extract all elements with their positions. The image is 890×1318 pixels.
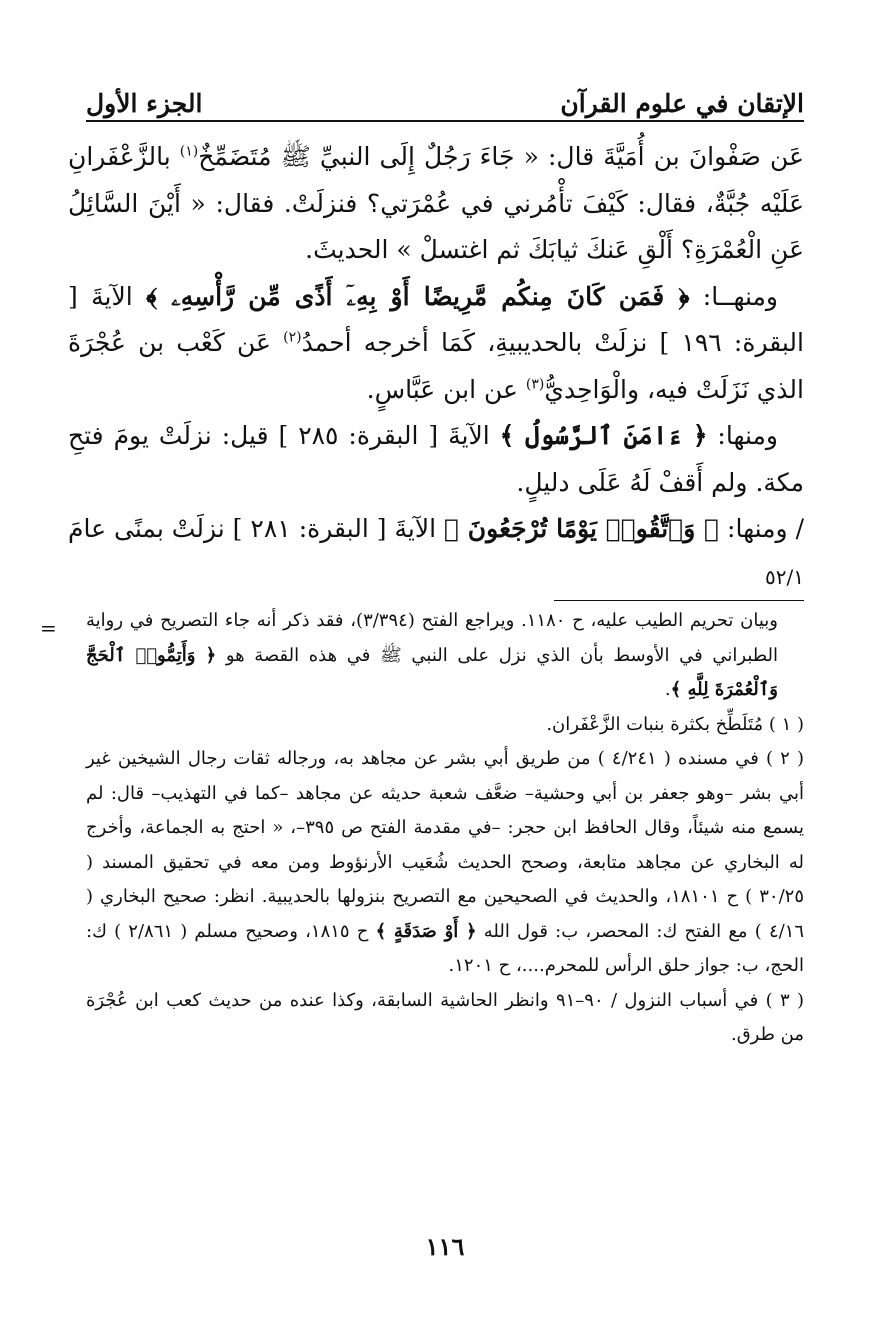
footnote-3: ( ٣ ) في أسباب النزول / ٩٠–٩١ وانظر الحاشية السابقة، وكذا عنده من حديث كعب ابن عُجْرَة من طرق. xyxy=(86,989,805,1045)
paragraph-baqarah-285: ومنها: ﴿ ءَامَنَ ٱلرَّسُولُ ﴾ الآيةَ [ البقرة: ٢٨٥ ] قيل: نزلَتْ يومَ فتحِ مكة. ولم أَقفْ لَهُ عَلَى دليلٍ. xyxy=(68,421,804,497)
footnote-number: ( ٢ ) xyxy=(765,748,805,769)
footnote-ref-1: (١) xyxy=(179,143,199,160)
quran-verse: ﴿ أَوْ صَدَقَةٍ ﴾ xyxy=(375,920,477,942)
continuation-mark: = xyxy=(40,616,57,640)
book-title: الإتقان في علوم القرآن xyxy=(560,89,804,118)
footnote-ref-2: (٢) xyxy=(283,329,302,346)
quran-verse: ﴿ ءَامَنَ ٱلرَّسُولُ ﴾ xyxy=(499,421,708,450)
quran-verse: ﴿ وَٱتَّقُوا۟ يَوْمًا تُرْجَعُونَ ﴾ xyxy=(444,514,720,543)
footnotes xyxy=(86,604,804,1053)
margin-page-reference: ٥٢/١ xyxy=(765,564,804,589)
footnote-ref-3: (٣) xyxy=(525,376,545,393)
volume-label: الجزء الأول xyxy=(86,89,203,118)
quran-verse: ﴿ وَأَتِمُّوا۟ ٱلْحَجَّ وَٱلْعُمْرَةَ لِلَّهِ ﴾ xyxy=(86,644,778,700)
footnote-2: ( ٢ ) في مسنده ( ٤/٢٤١ ) من طريق أبي بشر عن مجاهد به، ورجاله ثقات رجال الشيخين غير أبي بشر –وهو جعفر بن أبي وحشية– ضعَّف شعبة حديثه عن مجاهد –كما في التهذيب– قال: لم يسمع منه شيئاً، وقال الحافظ ابن حجر: –في مقدمة الفتح ص ٣٩٥–، « احتج به الجماعة، وأخرج له البخاري عن مجاهد متابعة، وصحح الحديث شُعَيب الأرنؤوط ومن معه في تحقيق المسند ( ٣٠/٢٥ ) ح ١٨١٠١، والحديث في الصحيحين مع التصريح بنزولها بالحديبية. انظر: صحيح البخاري ( ٤/١٦ ) مع الفتح ك: المحصر، ب: قول الله ﴿ أَوْ صَدَقَةٍ ﴾ ح ١٨١٥، وصحيح مسلم ( ٢/٨٦١ ) ك: الحج، ب: جواز حلق الرأس للمحرم....، ح ١٢٠١. xyxy=(86,748,805,976)
quran-verse: ﴿ فَمَن كَانَ مِنكُم مَّرِيضًا أَوْ بِهِۦٓ أَذًى مِّن رَّأْسِهِۦ ﴾ xyxy=(146,281,690,311)
paragraph-baqarah-281: / ومنها: ﴿ وَٱتَّقُوا۟ يَوْمًا تُرْجَعُونَ ﴾ الآيةَ [ البقرة: ٢٨١ ] نزلَتْ بمنًى عامَ ٥٢/١ xyxy=(68,514,805,589)
footnote-rule xyxy=(554,600,804,601)
page-number: ١١٦ xyxy=(425,1232,465,1261)
running-header xyxy=(86,66,804,118)
footnote-number: ( ٣ ) xyxy=(765,989,805,1011)
footnote-1: ( ١ ) مُتَلَطِّخ بكثرة بنبات الزَّعْفَران. xyxy=(546,713,804,735)
header-rule xyxy=(86,120,804,122)
paragraph-baqarah-196: ومنهــا: ﴿ فَمَن كَانَ مِنكُم مَّرِيضًا أَوْ بِهِۦٓ أَذًى مِّن رَّأْسِهِۦ ﴾ الآيةَ [ البقرة: ١٩٦ ] نزلَتْ بالحديبيةِ، كَمَا أخرجه أحمدُ$^{(٢)}$ عَن كَعْب بن عُجْرَةَ الذي نَزَلَتْ فيه، والْوَاحِديُّ$^{(٣)}$ عن ابن عَبَّاسٍ. xyxy=(68,281,804,404)
footnote-continuation: وبيان تحريم الطيب عليه، ح ١١٨٠. ويراجع الفتح (٣/٣٩٤)، فقد ذكر أنه جاء التصريح في رواية الطبراني في الأوسط بأن الذي نزل على النبي ﷺ في هذه القصة هو ﴿ وَأَتِمُّوا۟ ٱلْحَجَّ وَٱلْعُمْرَةَ لِلَّهِ ﴾. xyxy=(86,610,778,700)
main-text xyxy=(68,134,804,600)
paragraph-safwan-hadith: عَن صَفْوانَ بن أُمَيَّةَ قال: « جَاءَ رَجُلٌ إِلَى النبيِّ ﷺ مُتَضَمِّخٌ$^{(١)}$ بالزَّعْفَرانِ عَلَيْه جُبَّةٌ، فقال: كَيْفَ تأْمُرني في عُمْرَتي؟ فنزلَتْ. فقال: « أَيْنَ السَّائِلُ عَنِ الْعُمْرَةِ؟ أَلْقِ عَنكَ ثيابَكَ ثم اغتسلْ » الحديثَ. xyxy=(68,142,804,264)
footnote-number: ( ١ ) xyxy=(768,713,804,735)
